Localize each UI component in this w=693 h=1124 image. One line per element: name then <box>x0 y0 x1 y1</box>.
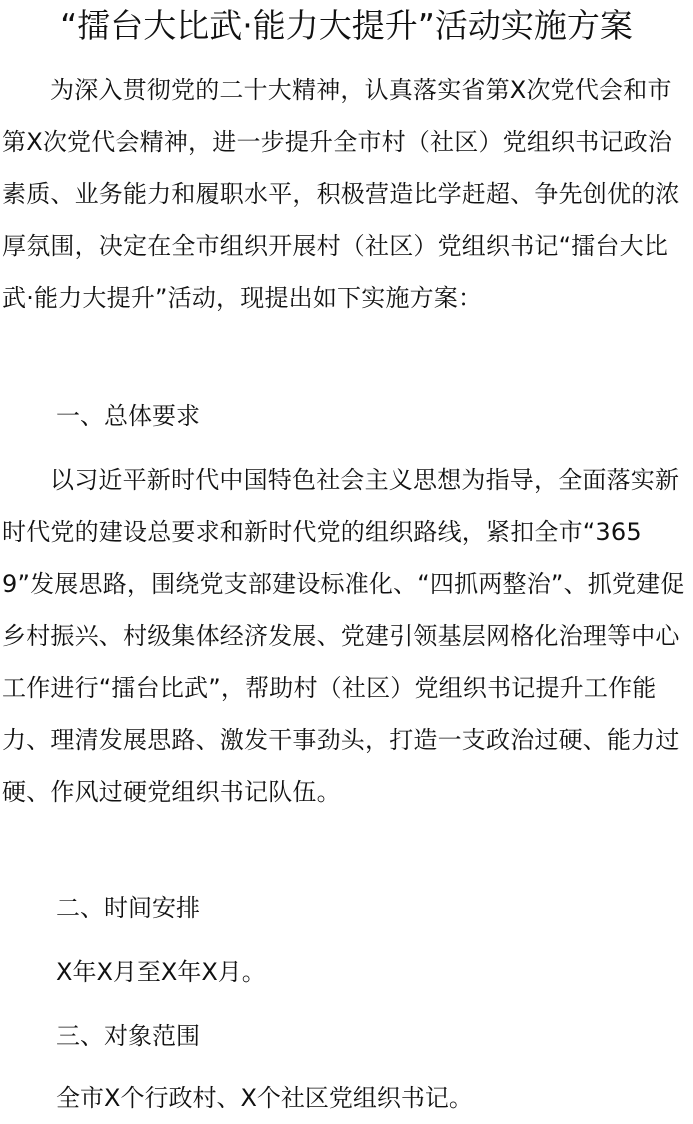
section-body-overall-requirements: 以习近平新时代中国特色社会主义思想为指导，全面落实新时代党的建设总要求和新时代党的组织路线，紧扣全市“3659”发展思路，围绕党支部建设标准化、“四抓两整治”、抓党建促乡村振兴、村级集体经济发展、党建引领基层网格化治理等中心工作进行“擂台比武”，帮助村（社区）党组织书记提升工作能力、理清发展思路、激发干事劲头，打造一支政治过硬、能力过硬、作风过硬党组织书记队伍。 <box>2 466 685 806</box>
section-body-scope: 全市X个行政村、X个社区党组织书记。 <box>56 1084 473 1112</box>
intro-paragraph: 为深入贯彻党的二十大精神，认真落实省第X次党代会和市第X次党代会精神，进一步提升全市村（社区）党组织书记政治素质、业务能力和履职水平，积极营造比学赶超、争先创优的浓厚氛围，决定在全市组织开展村（社区）党组织书记“擂台大比武·能力大提升”活动，现提出如下实施方案： <box>2 76 680 312</box>
section-heading-scope: 三、对象范围 <box>56 1022 200 1050</box>
document-title: “擂台大比武·能力大提升”活动实施方案 <box>60 6 633 45</box>
section-heading-schedule: 二、时间安排 <box>56 894 200 922</box>
section-body-schedule: X年X月至X年X月。 <box>56 958 266 986</box>
section-heading-overall-requirements: 一、总体要求 <box>56 402 200 430</box>
